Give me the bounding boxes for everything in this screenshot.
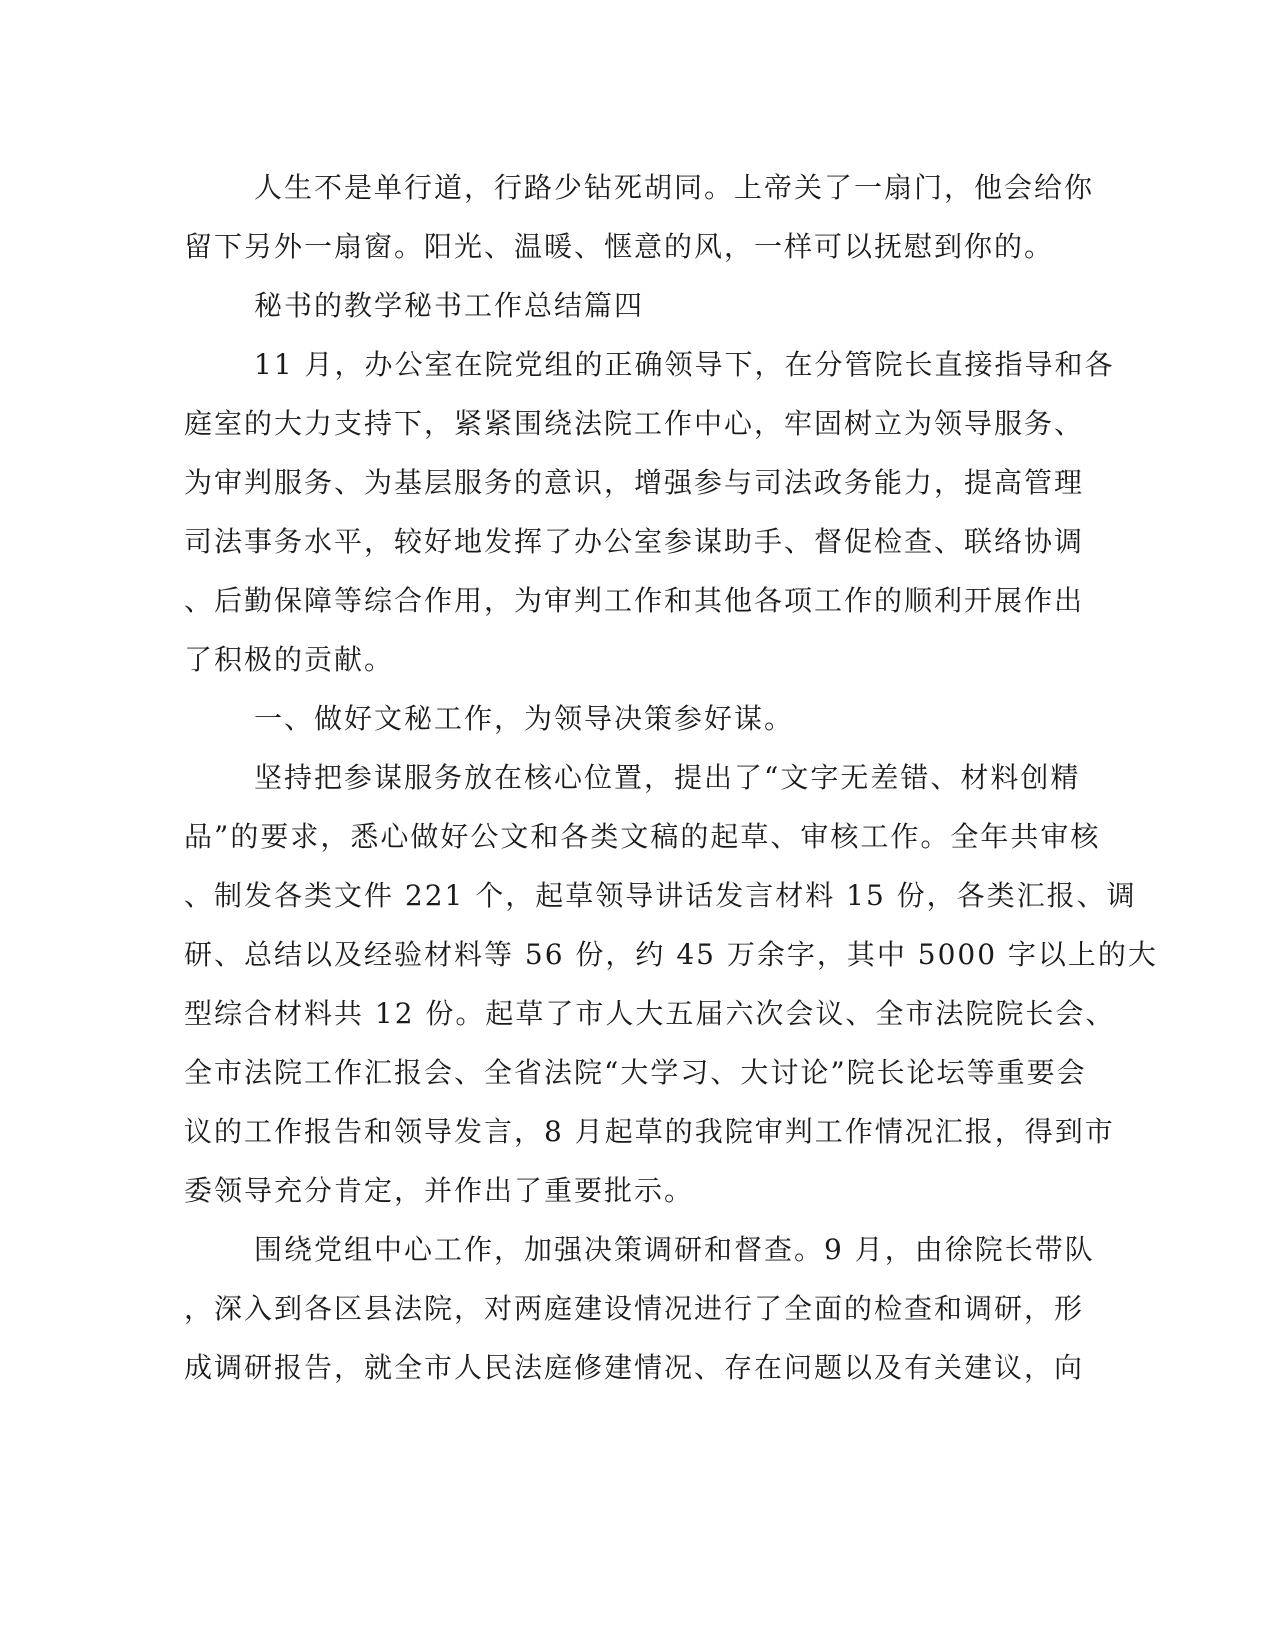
paragraph-line: 了积极的贡献。 (184, 643, 395, 676)
paragraph-line: 议的工作报告和领导发言，8 月起草的我院审判工作情况汇报，得到市 (184, 1115, 1115, 1148)
paragraph-line: 、后勤保障等综合作用，为审判工作和其他各项工作的顺利开展作出 (184, 584, 1085, 617)
paragraph-line: 委领导充分肯定，并作出了重要批示。 (184, 1174, 695, 1207)
paragraph-line: 庭室的大力支持下，紧紧围绕法院工作中心，牢固树立为领导服务、 (184, 407, 1085, 440)
paragraph-line: 坚持把参谋服务放在核心位置，提出了“文字无差错、材料创精 (254, 761, 1081, 794)
document-body (184, 158, 1158, 1397)
section-heading: 秘书的教学秘书工作总结篇四 (254, 289, 645, 322)
paragraph-line: 为审判服务、为基层服务的意识，增强参与司法政务能力，提高管理 (184, 466, 1085, 499)
paragraph-line: 留下另外一扇窗。阳光、温暖、惬意的风，一样可以抚慰到你的。 (184, 230, 1055, 263)
paragraph-line: 围绕党组中心工作，加强决策调研和督查。9 月，由徐院长带队 (254, 1233, 1095, 1266)
paragraph-line: 11 月，办公室在院党组的正确领导下，在分管院长直接指导和各 (254, 348, 1115, 381)
paragraph-line: ，深入到各区县法院，对两庭建设情况进行了全面的检查和调研，形 (184, 1292, 1085, 1325)
subsection-heading: 一、做好文秘工作，为领导决策参好谋。 (254, 702, 795, 735)
paragraph-line: 全市法院工作汇报会、全省法院“大学习、大讨论”院长论坛等重要会 (184, 1056, 1087, 1089)
paragraph-line: 品”的要求，悉心做好公文和各类文稿的起草、审核工作。全年共审核 (184, 820, 1101, 853)
paragraph-line: 、制发各类文件 221 个，起草领导讲话发言材料 15 份，各类汇报、调 (184, 879, 1137, 912)
paragraph-line: 成调研报告，就全市人民法庭修建情况、存在问题以及有关建议，向 (184, 1351, 1085, 1384)
paragraph-line: 型综合材料共 12 份。起草了市人大五届六次会议、全市法院院长会、 (184, 997, 1116, 1030)
paragraph-line: 研、总结以及经验材料等 56 份，约 45 万余字，其中 5000 字以上的大 (184, 938, 1158, 971)
paragraph-line: 司法事务水平，较好地发挥了办公室参谋助手、督促检查、联络协调 (184, 525, 1085, 558)
paragraph-line: 人生不是单行道，行路少钻死胡同。上帝关了一扇门，他会给你 (254, 171, 1095, 204)
